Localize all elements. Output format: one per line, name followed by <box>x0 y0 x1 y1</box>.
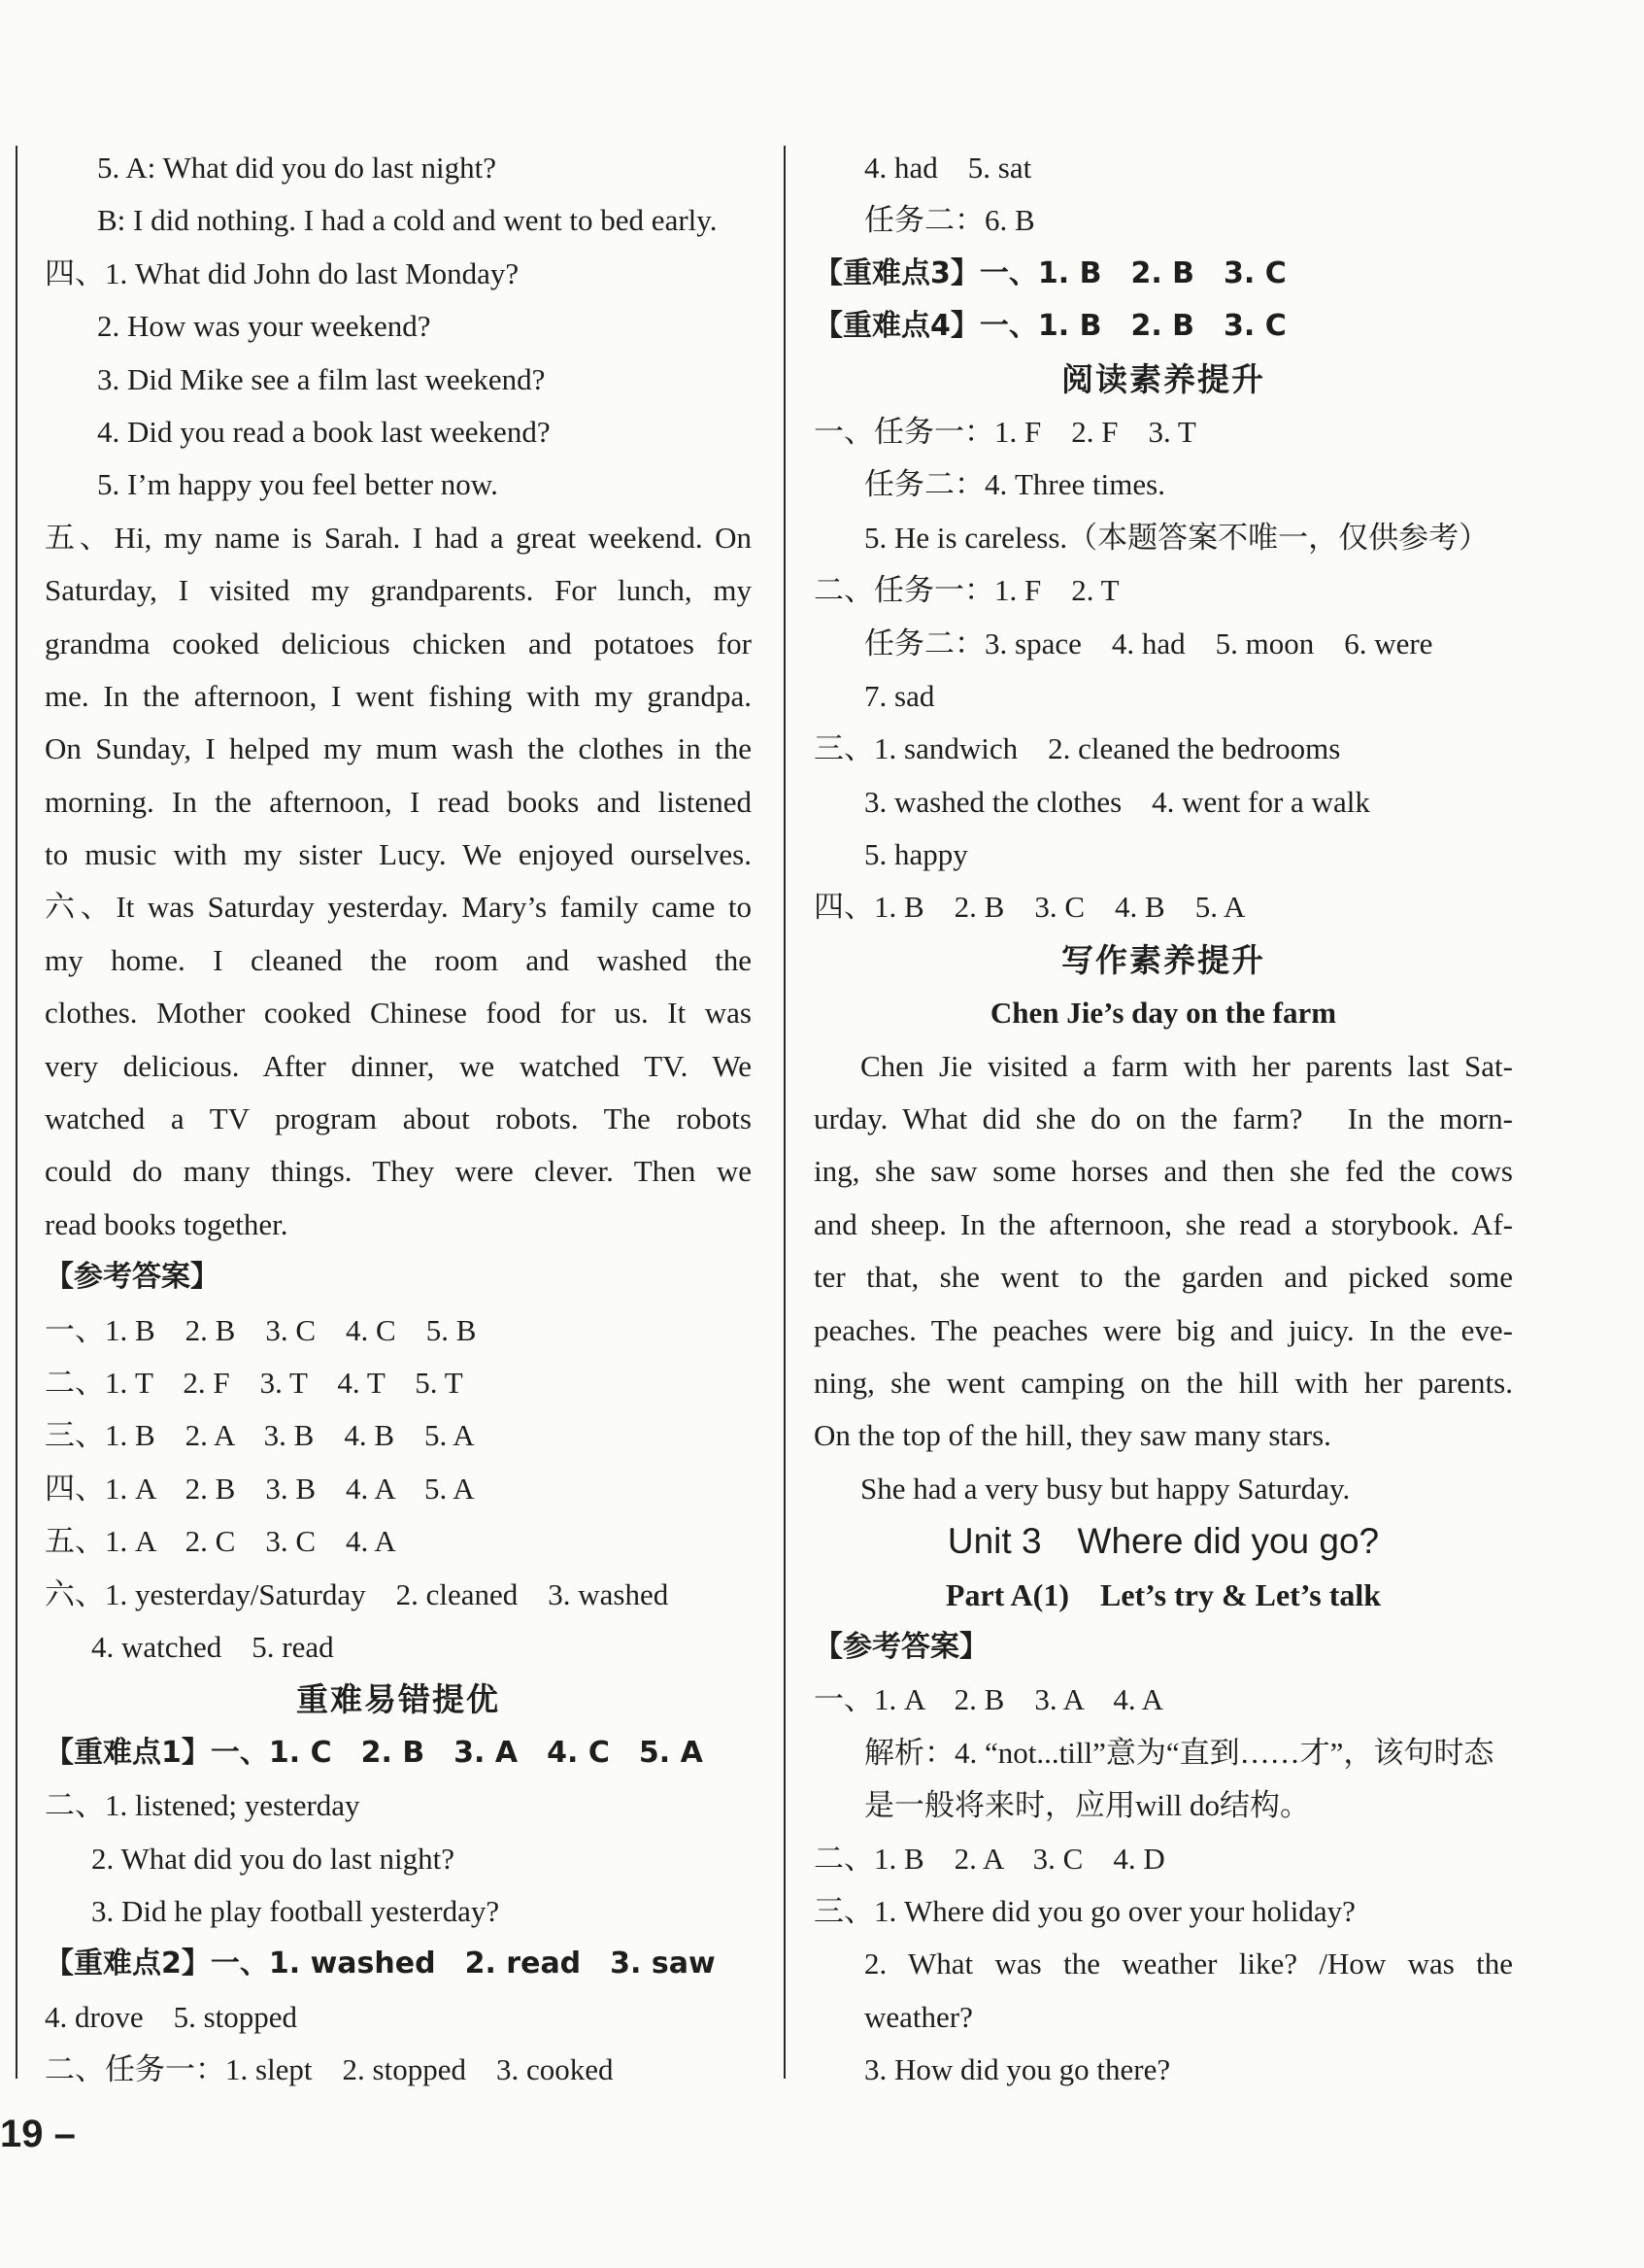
section-title: 写作素养提升 <box>1061 940 1265 979</box>
paragraph-line: ing, she saw some horses and then she fed the cows <box>814 1154 1513 1189</box>
reference-answer-heading: 【参考答案】 <box>814 1629 989 1664</box>
paragraph-line: ter that, she went to the garden and picked some <box>814 1260 1513 1295</box>
section-title: 阅读素养提升 <box>1061 359 1265 398</box>
answer-line: 二、1. T 2. F 3. T 4. T 5. T <box>45 1365 463 1400</box>
answer-line: 5. happy <box>864 837 968 872</box>
answer-line: 4. Did you read a book last weekend? <box>97 414 551 449</box>
paragraph-line: and sheep. In the afternoon, she read a storybook. Af- <box>814 1206 1513 1241</box>
essay-title: Chen Jie’s day on the farm <box>990 996 1337 1031</box>
paragraph-line: morning. In the afternoon, I read books and listened <box>45 784 752 819</box>
answer-line: 四、1. A 2. B 3. B 4. A 5. A <box>45 1471 475 1506</box>
answer-line: B: I did nothing. I had a cold and went to bed early. <box>97 203 718 238</box>
key-point-line: 【重难点4】一、1. B 2. B 3. C <box>814 309 1287 344</box>
answer-line: 5. I’m happy you feel better now. <box>97 467 498 502</box>
answer-line: 7. sad <box>864 678 935 713</box>
answer-line: 二、1. B 2. A 3. C 4. D <box>814 1841 1165 1876</box>
answer-line: 一、任务一：1. F 2. F 3. T <box>814 414 1196 449</box>
answer-line: 5. A: What did you do last night? <box>97 151 497 185</box>
paragraph-line: my home. I cleaned the room and washed the <box>45 942 752 977</box>
answer-line: 二、任务一：1. F 2. T <box>814 573 1120 608</box>
paragraph-line: ning, she went camping on the hill with her parents. <box>814 1365 1513 1400</box>
key-point-line: 【重难点3】一、1. B 2. B 3. C <box>814 255 1287 290</box>
unit-title: Unit 3 Where did you go? <box>947 1521 1380 1562</box>
paragraph-line: Chen Jie visited a farm with her parents last Sat- <box>860 1048 1513 1083</box>
paragraph-line: urday. What did she do on the farm? In the morn- <box>814 1101 1513 1136</box>
answer-line: 三、1. Where did you go over your holiday? <box>814 1893 1356 1928</box>
paragraph-line: could do many things. They were clever. Then we <box>45 1154 752 1189</box>
paragraph-line: me. In the afternoon, I went fishing with my grandpa. <box>45 678 752 713</box>
answer-line: weather? <box>864 1999 973 2034</box>
part-title: Part A(1) Let’s try & Let’s talk <box>945 1576 1382 1612</box>
answer-line: 三、1. B 2. A 3. B 4. B 5. A <box>45 1418 475 1453</box>
right-column <box>814 142 1513 2096</box>
answer-line: 四、1. B 2. B 3. C 4. B 5. A <box>814 890 1246 925</box>
paragraph-line: clothes. Mother cooked Chinese food for us. It was <box>45 996 752 1031</box>
paragraph-line: watched a TV program about robots. The robots <box>45 1101 752 1136</box>
paragraph-line: On the top of the hill, they saw many stars. <box>814 1418 1331 1453</box>
answer-line: 二、任务一：1. slept 2. stopped 3. cooked <box>45 2052 614 2087</box>
left-margin-rule <box>16 146 17 2079</box>
left-column <box>45 142 752 2096</box>
answer-line: 4. drove 5. stopped <box>45 1999 298 2034</box>
answer-line: 三、1. sandwich 2. cleaned the bedrooms <box>814 731 1341 766</box>
paragraph-line: 五、Hi, my name is Sarah. I had a great weekend. On <box>45 520 752 555</box>
answer-line: 4. had 5. sat <box>864 151 1032 185</box>
paragraph-line: grandma cooked delicious chicken and potatoes for <box>45 626 752 660</box>
answer-line: 二、1. listened; yesterday <box>45 1788 360 1823</box>
section-title: 重难易错提优 <box>296 1680 500 1719</box>
answer-line: 3. washed the clothes 4. went for a walk <box>864 784 1370 819</box>
answer-line: 一、1. A 2. B 3. A 4. A <box>814 1682 1163 1717</box>
section-line: 四、1. What did John do last Monday? <box>45 255 520 290</box>
answer-line: 3. Did Mike see a film last weekend? <box>97 361 546 396</box>
paragraph-line: 六、It was Saturday yesterday. Mary’s family came to <box>45 890 752 925</box>
answer-line: 2. What was the weather like? /How was the <box>864 1946 1513 1981</box>
answer-line: 任务二：3. space 4. had 5. moon 6. were <box>864 626 1433 660</box>
paragraph-line: very delicious. After dinner, we watched TV. We <box>45 1048 752 1083</box>
analysis-line: 是一般将来时，应用will do结构。 <box>864 1788 1310 1823</box>
answer-line: 任务二：6. B <box>864 203 1035 238</box>
answer-line: 一、1. B 2. B 3. C 4. C 5. B <box>45 1312 477 1347</box>
answer-line: 任务二：4. Three times. <box>864 467 1165 502</box>
key-point-line: 【重难点2】一、1. washed 2. read 3. saw <box>45 1946 716 1981</box>
answer-line: 五、1. A 2. C 3. C 4. A <box>45 1524 396 1559</box>
paragraph-line: On Sunday, I helped my mum wash the clothes in the <box>45 731 752 766</box>
answer-line: 2. What did you do last night? <box>91 1841 454 1876</box>
paragraph-line: She had a very busy but happy Saturday. <box>860 1471 1351 1506</box>
answer-line: 5. He is careless.（本题答案不唯一，仅供参考） <box>864 520 1490 555</box>
answer-line: 3. Did he play football yesterday? <box>91 1893 500 1928</box>
answer-line: 六、1. yesterday/Saturday 2. cleaned 3. washed <box>45 1576 669 1611</box>
key-point-line: 【重难点1】一、1. C 2. B 3. A 4. C 5. A <box>45 1735 703 1770</box>
analysis-line: 解析：4. “not...till”意为“直到……才”，该句时态 <box>864 1735 1494 1770</box>
answer-line: 3. How did you go there? <box>864 2052 1171 2087</box>
paragraph-line: Saturday, I visited my grandparents. For lunch, my <box>45 573 752 608</box>
page-number: 19 – <box>0 2113 76 2155</box>
paragraph-line: read books together. <box>45 1206 288 1241</box>
paragraph-line: peaches. The peaches were big and juicy. In the eve- <box>814 1312 1513 1347</box>
column-divider <box>784 146 786 2079</box>
paragraph-line: to music with my sister Lucy. We enjoyed ourselves. <box>45 837 752 872</box>
reference-answer-heading: 【参考答案】 <box>45 1260 219 1295</box>
answer-line: 4. watched 5. read <box>91 1629 334 1664</box>
answer-line: 2. How was your weekend? <box>97 309 431 344</box>
